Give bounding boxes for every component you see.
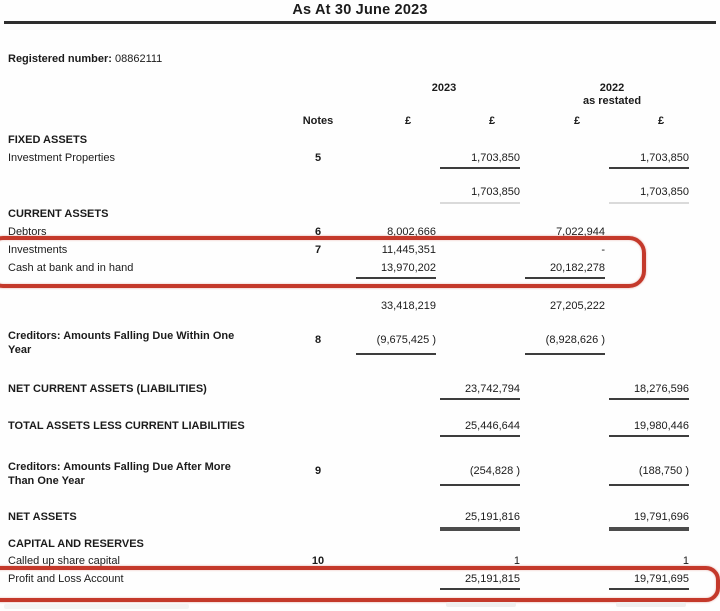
title-divider-rule [4,21,716,24]
scan-artifact [4,604,189,609]
value-2022-detail: - [601,244,605,256]
value-2023-total: 23,742,794 [440,383,520,400]
row-note: 7 [314,244,322,256]
row-label: Investment Properties [8,152,115,164]
value-2023-total: 1,703,850 [440,152,520,169]
balance-sheet-page: As At 30 June 2023 Registered number: 08862111 2023 2022 as restated Notes £ £ £ £ FIXED ASSETS Investment Properties 5 1,703,850 1,703,850 1,703,850 1,703,850 CURRENT ASSETS Debtors 6 8,002,666 7,022,944 Investments 7 11,445,351 - Cash at bank and in hand 13,970,202 20,182,278 33,418,219 27,205,222 Creditors: Amounts Falling Due Within One Year 8 (9,675,425 ) (8,928,626 ) NET CURRENT ASSETS (LIABILITIES) 23,742,794 18,276,596 TOTAL ASSETS LESS CURRENT LIABILITIES 25,446,644 19,980,446 Creditors: Amounts Falling Due After More Than One Year 9 (254,828 ) (188,750 ) NET ASSETS 25,191,816 19,791,696 CAPITAL AND RESERVES Called up share capital 10 1 1 Profit and Loss Account 25,191,815 19,791,695 [0,0,720,611]
value-2022-total: 18,276,596 [609,383,689,400]
row-label: Profit and Loss Account [8,573,124,585]
row-label: Creditors: Amounts Falling Due After More Than One Year [8,461,231,487]
row-label: Called up share capital [8,555,120,567]
scan-artifact [446,602,516,607]
value-2023-total: 1 [513,555,520,567]
value-2022-detail: 20,182,278 [525,262,605,279]
column-header-year-2022: 2022 [599,82,625,94]
row-label: NET CURRENT ASSETS (LIABILITIES) [8,383,207,395]
value-2022-detail: (8,928,626 ) [525,334,605,355]
column-header-year-2023: 2023 [431,82,457,94]
column-header-pound-2022-detail: £ [573,115,581,127]
row-label: Investments [8,244,68,256]
value-2023-total: (254,828 ) [440,465,520,486]
row-note: 5 [314,152,322,164]
registered-number-label: Registered number: [8,53,112,65]
value-2023-detail: 33,418,219 [380,300,436,312]
row-label: Debtors [8,226,47,238]
value-2023-total: 25,446,644 [440,420,520,437]
value-2023-detail: (9,675,425 ) [356,334,436,355]
value-2023-detail: 11,445,351 [381,244,436,256]
column-header-pound-2023-total: £ [488,115,496,127]
value-2022-detail: 7,022,944 [556,226,605,238]
value-2022-total: (188,750 ) [609,465,689,486]
value-2023-detail: 8,002,666 [387,226,436,238]
row-label: NET ASSETS [8,511,77,523]
value-2022-total: 1,703,850 [609,186,689,204]
column-header-pound-2023-detail: £ [404,115,412,127]
registered-number [8,53,162,65]
row-label: Creditors: Amounts Falling Due Within One Year [8,330,235,356]
column-header-notes: Notes [302,115,334,127]
value-2022-total: 19,791,696 [609,511,689,531]
row-note: 10 [311,555,325,567]
page-title: As At 30 June 2023 [292,2,428,18]
value-2023-total: 25,191,816 [440,511,520,531]
value-2022-total: 1 [682,555,689,567]
value-2023-total: 25,191,815 [440,573,520,590]
value-2023-total: 1,703,850 [440,186,520,204]
column-header-pound-2022-total: £ [657,115,665,127]
value-2023-detail: 13,970,202 [356,262,436,279]
value-2022-total: 1,703,850 [609,152,689,169]
value-2022-total: 19,791,695 [609,573,689,590]
row-note: 9 [314,465,322,477]
value-2022-total: 19,980,446 [609,420,689,437]
value-2022-detail: 27,205,222 [549,300,605,312]
row-label: Cash at bank and in hand [8,262,134,274]
registered-number-value: 08862111 [114,53,163,65]
row-note: 8 [314,334,322,346]
column-header-as-restated: as restated [582,95,642,107]
scan-artifact [616,602,686,607]
row-label: TOTAL ASSETS LESS CURRENT LIABILITIES [8,420,245,432]
row-note: 6 [314,226,322,238]
